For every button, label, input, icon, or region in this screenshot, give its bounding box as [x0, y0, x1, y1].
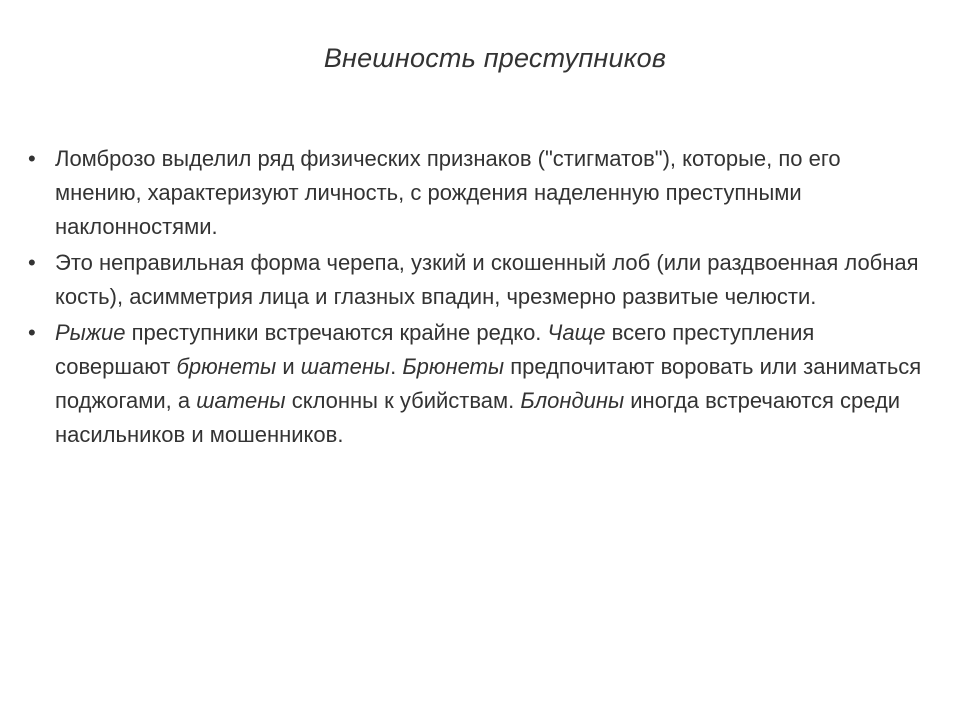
text-segment: предпочитают воровать или заниматься поджогами, а: [55, 354, 922, 413]
bullet-text: [55, 246, 928, 314]
text-segment: преступники встречаются крайне редко.: [125, 320, 548, 345]
bullet-list: [28, 142, 928, 454]
slide-title: Внешность преступников: [323, 43, 667, 73]
text-segment: .: [390, 354, 403, 379]
bullet-icon: •: [28, 146, 36, 171]
bullet-item: [28, 316, 928, 452]
bullet-text: [55, 316, 928, 452]
bullet-item: [28, 142, 928, 244]
italic-segment: брюнеты: [176, 354, 277, 379]
italic-segment: Чаще: [547, 320, 606, 345]
bullet-text: [55, 142, 928, 244]
italic-segment: шатены: [196, 388, 286, 413]
text-segment: и: [276, 354, 301, 379]
text-segment: иногда встречаются среди насильников и мошенников.: [55, 388, 901, 447]
bullet-item: [28, 246, 928, 314]
italic-segment: Рыжие: [55, 320, 126, 345]
italic-segment: Брюнеты: [402, 354, 505, 379]
text-segment: склонны к убийствам.: [285, 388, 521, 413]
bullet-icon: •: [28, 250, 36, 275]
bullet-icon: •: [28, 320, 36, 345]
italic-segment: Блондины: [520, 388, 625, 413]
text-segment: Ломброзо выделил ряд физических признаков ("стигматов"), которые, по его мнению, характеризуют личность, с рождения наделенную преступными наклонностями.: [55, 146, 841, 239]
italic-segment: шатены: [300, 354, 391, 379]
text-segment: Это неправильная форма черепа, узкий и скошенный лоб (или раздвоенная лобная кость), асимметрия лица и глазных впадин, чрезмерно развитые челюсти.: [55, 250, 919, 309]
text-segment: всего преступления совершают: [55, 320, 815, 379]
